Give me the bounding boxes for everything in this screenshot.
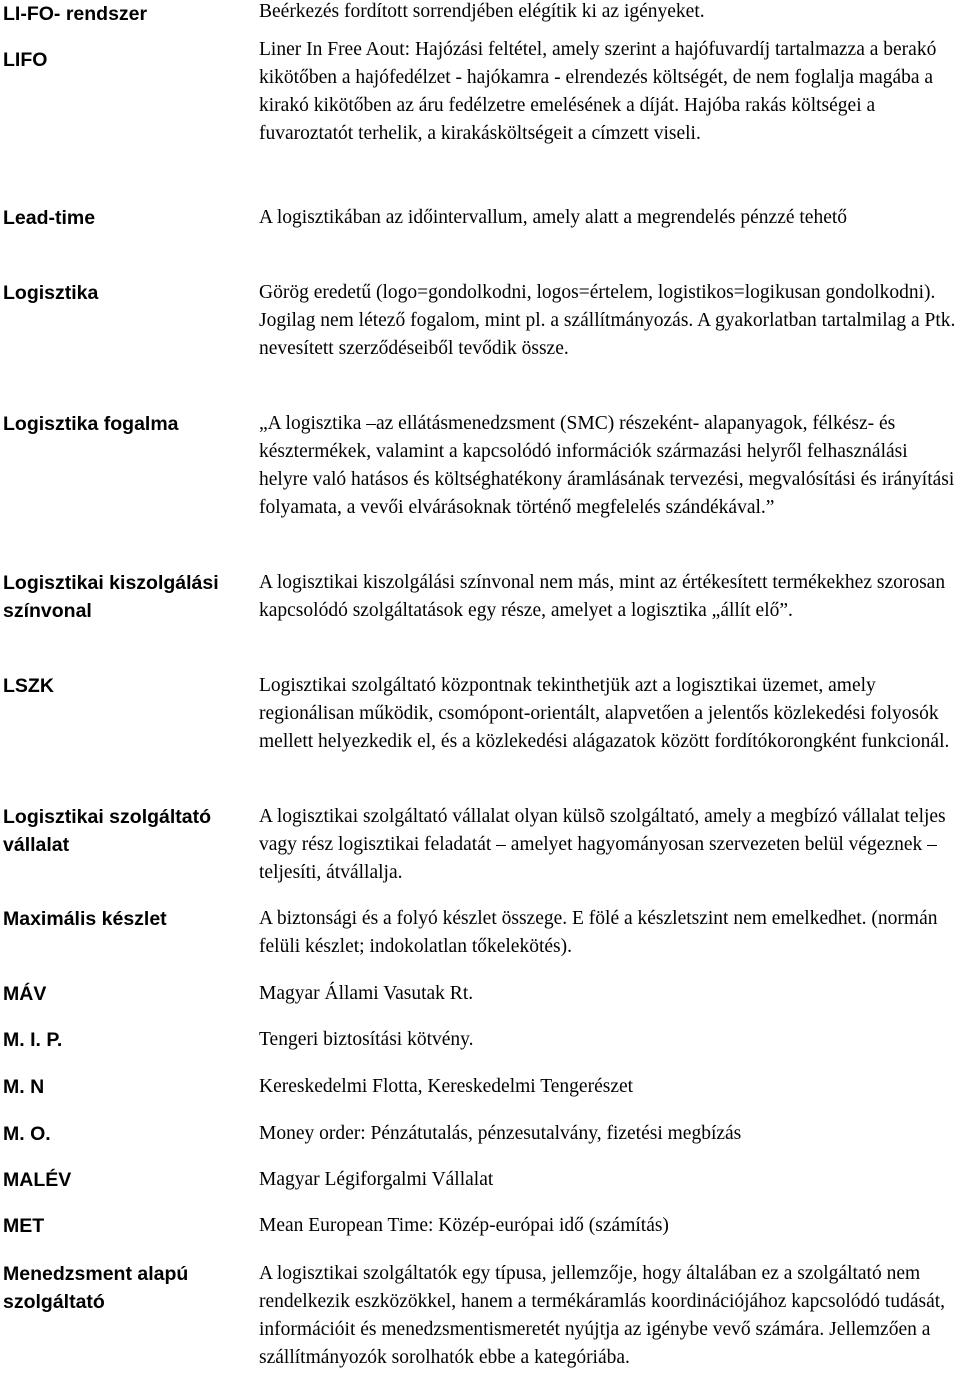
definition-logisztikai-kiszolgalasi-szinvonal: A logisztikai kiszolgálási színvonal nem más, mint az értékesített termékekhez szorosan kapcsolódó szolgáltatások egy része, amelyet a logisztika „állít elő”. [259,572,946,621]
term-menedzsment-alapu-szolgaltato: Menedzsment alapú szolgáltató [3,1263,189,1313]
term-lead-time: Lead-time [3,207,96,229]
term-malev: MALÉV [3,1169,72,1191]
definition-met: Mean European Time: Közép-európai idő (számítás) [259,1215,669,1236]
definition-menedzsment-alapu-szolgaltato: A logisztikai szolgáltatók egy típusa, jellemzője, hogy általában ez a szolgáltató nem rendelkezik eszközökkel, hanem a termékáramlás koordinációjához kapcsolódó tudását, információit és menedzsmentismeretét nyújtja az igénybe vevő számára. Jellemzően a szállítmányozók sorolhatók ebbe a kategóriába. [259,1263,946,1368]
term-logisztikai-szolgaltato-vallalat: Logisztikai szolgáltató vállalat [3,806,212,856]
term-logisztika-fogalma: Logisztika fogalma [3,413,179,435]
term-mn: M. N [3,1076,45,1098]
definition-logisztikai-szolgaltato-vallalat: A logisztikai szolgáltató vállalat olyan külsõ szolgáltató, amely a megbízó vállalat teljes vagy rész logisztikai feladatát – amelyet hagyományosan szervezeten belül végeznek – teljesíti, átvállalja. [259,806,946,883]
definition-mip: Tengeri biztosítási kötvény. [259,1029,474,1050]
term-lifo: LIFO [3,49,48,71]
definition-malev: Magyar Légiforgalmi Vállalat [259,1169,494,1190]
term-maximalis-keszlet: Maximális készlet [3,908,167,930]
term-mo: M. O. [3,1123,51,1145]
term-li-fo-rendszer: LI-FO- rendszer [3,3,148,25]
definition-maximalis-keszlet: A biztonsági és a folyó készlet összege. E fölé a készletszint nem emelkedhet. (normán felüli készlet; indokolatlan tőkelekötés). [259,908,938,957]
term-lszk: LSZK [3,675,54,697]
definition-lszk: Logisztikai szolgáltató központnak tekinthetjük azt a logisztikai üzemet, amely regionálisan működik, csomópont-orientált, alapvetően a jelentős közlekedési folyosók mellett helyezkedik el, és a közlekedési alágazatok között fordítókorongként funkcionál. [259,675,950,752]
definition-mo: Money order: Pénzátutalás, pénzesutalvány, fizetési megbízás [259,1123,742,1144]
term-mav: MÁV [3,983,47,1005]
definition-logisztika: Görög eredetű (logo=gondolkodni, logos=értelem, logistikos=logikusan gondolkodni). Jogilag nem létező fogalom, mint pl. a szállítmányozás. A gyakorlatban tartalmilag a Ptk. nevesített szerződéseiből tevődik össze. [259,282,956,359]
definition-mn: Kereskedelmi Flotta, Kereskedelmi Tengerészet [259,1076,634,1097]
term-mip: M. I. P. [3,1029,63,1051]
term-met: MET [3,1215,45,1237]
definition-mav: Magyar Állami Vasutak Rt. [259,983,474,1004]
definition-li-fo-rendszer: Beérkezés fordított sorrendjében elégítik ki az igényeket. [259,1,705,22]
definition-lead-time: A logisztikában az időintervallum, amely alatt a megrendelés pénzzé tehető [259,207,848,228]
term-logisztikai-kiszolgalasi-szinvonal: Logisztikai kiszolgálási színvonal [3,572,219,622]
definition-logisztika-fogalma: „A logisztika –az ellátásmenedzsment (SMC) részeként- alapanyagok, félkész- és késztermékek, valamint a kapcsolódó információk származási helyről felhasználási helyre való hatásos és költséghatékony áramlásának tervezési, megvalósítási és irányítási folyamata, a vevői elvárásoknak történő megfelelés szándékával.” [259,413,955,518]
term-logisztika: Logisztika [3,282,99,304]
definition-lifo: Liner In Free Aout: Hajózási feltétel, amely szerint a hajófuvardíj tartalmazza a berakó kikötőben a hajófedélzet - hajókamra - elrendezés költségét, de nem foglalja magába a kirakó kikötőben az áru fedélzetre emelésének a díját. Hajóba rakás költségei a fuvaroztatót terhelik, a kirakásköltségeit a címzett viseli. [259,39,937,144]
